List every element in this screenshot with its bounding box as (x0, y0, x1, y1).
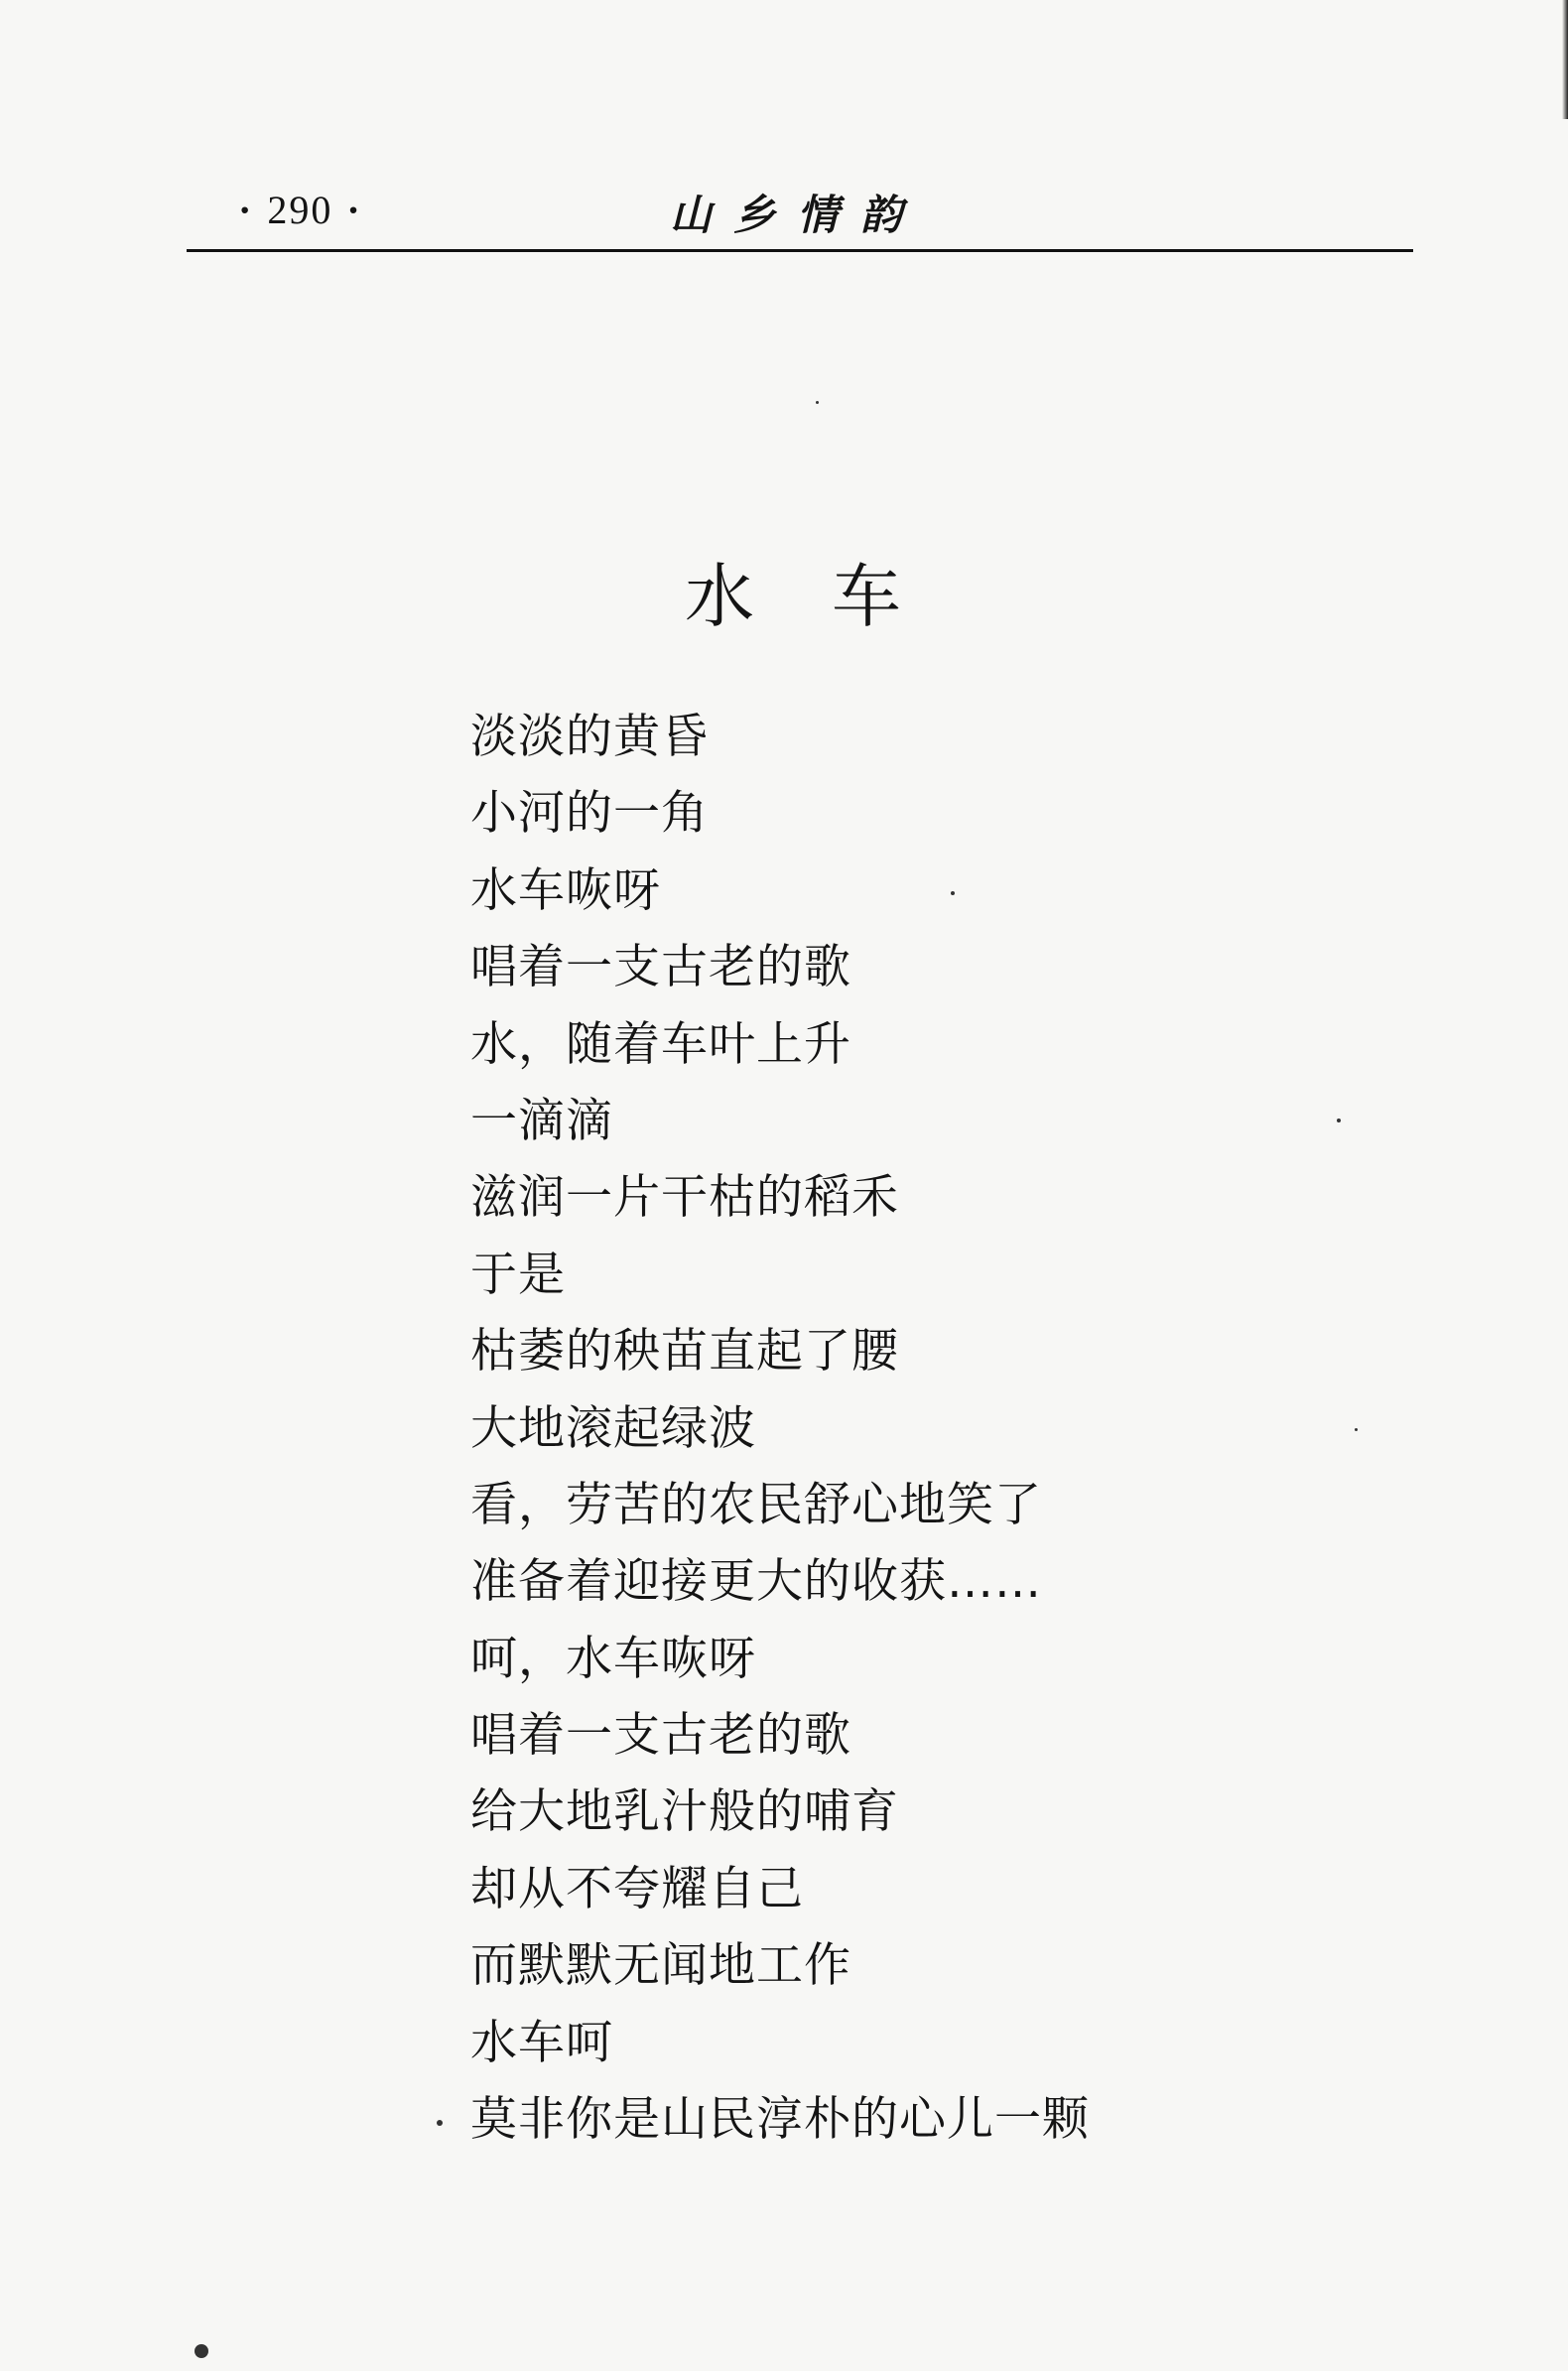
scan-speck (1337, 1119, 1341, 1122)
page-number-dot-left: · (238, 188, 254, 232)
poem-line: 看，劳苦的农民舒心地笑了 (470, 1477, 1042, 1532)
poem-line: 莫非你是山民淳朴的心儿一颗 (470, 2092, 1090, 2148)
poem-line: 大地滚起绿波 (470, 1400, 756, 1456)
scan-speck (816, 401, 819, 404)
book-title: 山乡情韵 (670, 191, 925, 239)
page-number-text: 290 (267, 188, 333, 232)
poem-line: 于是 (470, 1247, 566, 1302)
poem-line: 枯萎的秧苗直起了腰 (470, 1324, 899, 1380)
scan-speck (1355, 1428, 1358, 1431)
poem-line: 一滴滴 (470, 1093, 613, 1148)
poem-body (470, 699, 1090, 2158)
scan-speck (437, 2120, 443, 2126)
poem-line: 水，随着车叶上升 (470, 1016, 851, 1072)
poem-line: 而默默无闻地工作 (470, 1938, 851, 1994)
poem-line: 唱着一支古老的歌 (470, 1708, 851, 1764)
running-head (187, 179, 1413, 248)
page-number-dot-right: · (346, 188, 362, 232)
poem-line: 却从不夸耀自己 (470, 1861, 804, 1916)
poem-line: 呵，水车咴呀 (470, 1631, 756, 1686)
poem-line: 小河的一角 (470, 786, 709, 842)
poem-line: 给大地乳汁般的哺育 (470, 1784, 899, 1840)
scan-speck (195, 2344, 208, 2358)
poem-line: 准备着迎接更大的收获…… (470, 1554, 1042, 1610)
poem-line: 滋润一片干枯的稻禾 (470, 1170, 899, 1226)
poem-line: 淡淡的黄昏 (470, 710, 709, 764)
poem-title: 水车 (685, 556, 979, 637)
page-number (224, 187, 376, 233)
binding-edge (1562, 0, 1568, 119)
poem-line: 水车咴呀 (470, 862, 661, 918)
poem-line: 唱着一支古老的歌 (470, 940, 851, 995)
header-rule (187, 249, 1413, 252)
poem-line: 水车呵 (470, 2015, 613, 2070)
scan-speck (951, 891, 955, 895)
